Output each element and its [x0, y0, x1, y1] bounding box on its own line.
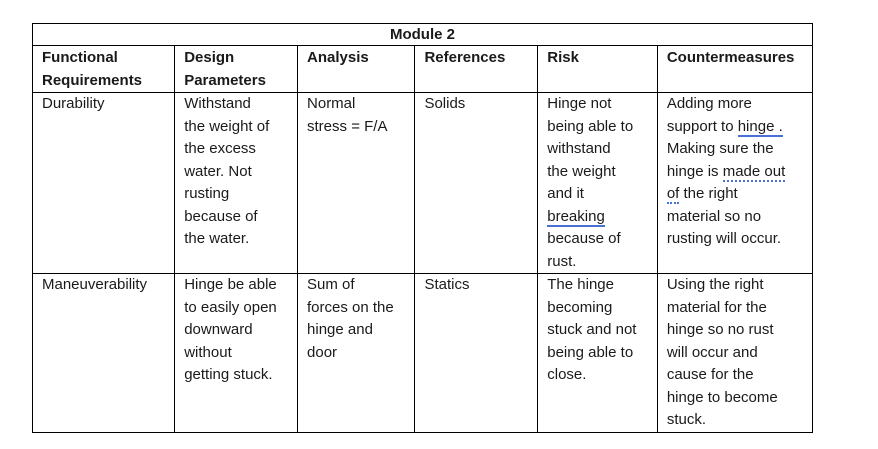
cell-functional-requirement: Maneuverability	[33, 274, 175, 433]
header-line: Design	[184, 49, 235, 66]
header-line: Requirements	[42, 71, 143, 89]
cell-text: Adding more support to	[666, 95, 752, 135]
header-functional-requirements	[33, 46, 175, 93]
cell-text: Using the right material for the hinge so no rust will occur and cause for the hinge to become stuck.	[666, 276, 778, 428]
cell-text: Hinge not being able to withstand the weight and it	[547, 95, 634, 202]
table-title: Module 2	[33, 24, 813, 46]
proofing-underlined-word: made out	[722, 162, 786, 180]
cell-references: Solids	[415, 93, 538, 274]
header-references: References	[415, 46, 538, 93]
header-risk: Risk	[538, 46, 658, 93]
proofing-underlined-word: of	[666, 185, 680, 202]
proofing-underlined-word: breaking	[547, 207, 605, 225]
table-row	[33, 93, 813, 274]
header-line: Parameters	[184, 71, 266, 89]
cell-text: Normal stress = F/A	[307, 95, 388, 135]
cell-countermeasures	[657, 93, 812, 274]
table-header-row	[33, 46, 813, 93]
cell-risk	[538, 93, 658, 274]
header-design-parameters	[175, 46, 298, 93]
cell-text: because of rust.	[547, 230, 621, 270]
cell-text: Sum of forces on the hinge and door	[307, 276, 394, 361]
cell-analysis	[298, 93, 415, 274]
cell-functional-requirement: Durability	[33, 93, 175, 274]
cell-risk	[538, 274, 658, 433]
proofing-underlined-word: hinge .	[737, 117, 783, 135]
table-title-row	[33, 24, 813, 46]
cell-text: Making sure the hinge is	[666, 140, 774, 180]
cell-design-parameters	[175, 93, 298, 274]
header-countermeasures: Countermeasures	[657, 46, 812, 93]
cell-design-parameters	[175, 274, 298, 433]
cell-text: The hinge becoming stuck and not being able to close.	[547, 276, 637, 383]
table-row	[33, 274, 813, 433]
cell-text: the right material so no rusting will occur.	[666, 185, 782, 247]
cell-countermeasures	[657, 274, 812, 433]
cell-text: Hinge be able to easily open downward without getting stuck.	[184, 276, 277, 383]
module-table	[32, 23, 813, 433]
cell-text: Withstand the weight of the excess water. Not rusting because of the water.	[184, 95, 270, 247]
cell-references: Statics	[415, 274, 538, 433]
header-analysis: Analysis	[298, 46, 415, 93]
cell-analysis	[298, 274, 415, 433]
header-line: Functional	[42, 49, 118, 66]
